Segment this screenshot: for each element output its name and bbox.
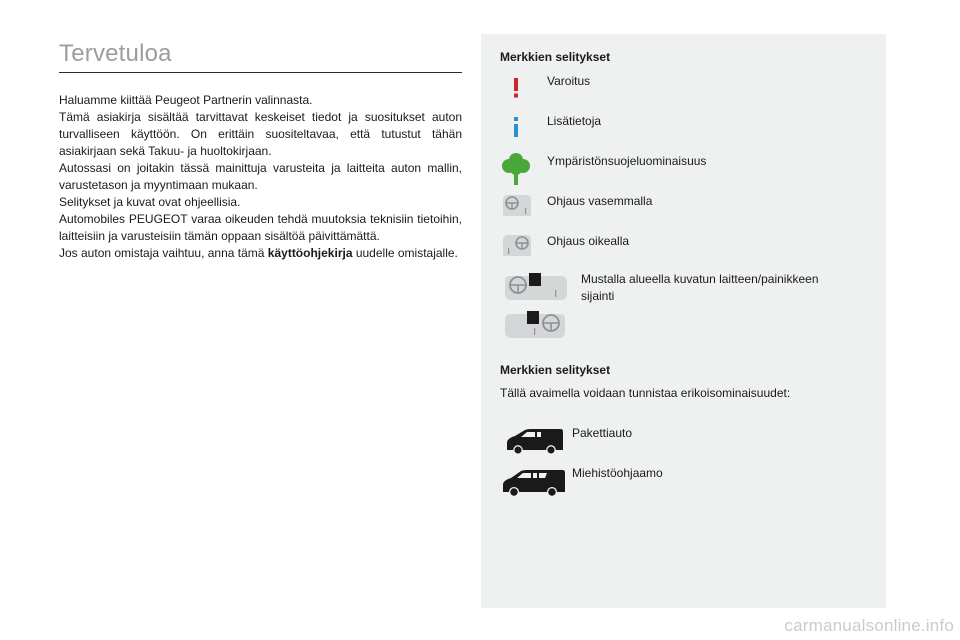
- legend-rhd-label: Ohjaus oikealla: [547, 234, 630, 248]
- van-icon: [505, 426, 565, 456]
- page-title: Tervetuloa: [59, 40, 172, 67]
- legend2-heading: Merkkien selitykset: [500, 363, 611, 377]
- legend-crew-label: Miehistöohjaamo: [572, 466, 663, 480]
- crew-cab-icon: [501, 466, 567, 498]
- legend-location-label: Mustalla alueella kuvatun laitteen/painikkeen sijainti: [581, 272, 819, 303]
- legend-info-label: Lisätietoja: [547, 114, 602, 128]
- paragraph: [59, 245, 462, 262]
- tree-icon: [502, 152, 530, 186]
- dashboard-location-icon: [501, 272, 569, 302]
- paragraph-part: uudelle omistajalle.: [352, 246, 458, 260]
- legend-lhd-label: Ohjaus vasemmalla: [547, 194, 653, 208]
- legend2-intro: Tällä avaimella voidaan tunnistaa erikoisominaisuudet:: [500, 386, 791, 400]
- title-divider: [59, 72, 462, 73]
- paragraph: Autossasi on joitakin tässä mainittuja varusteita ja laitteita auton mallin, varustetason ja myyntimaan mukaan.: [59, 161, 462, 192]
- exclamation-icon: [511, 78, 521, 98]
- legend-warning-label: Varoitus: [547, 74, 591, 88]
- paragraph-part: Jos auton omistaja vaihtuu, anna tämä: [59, 246, 268, 260]
- info-icon: [511, 117, 521, 137]
- legend-van-label: Pakettiauto: [572, 426, 633, 440]
- paragraph: Tämä asiakirja sisältää tarvittavat keskeiset tiedot ja suositukset auton turvalliseen käyttöön. On erittäin suositeltavaa, että tutustut tähän asiakirjaan sekä Takuu- ja huoltokirjaan.: [59, 110, 462, 158]
- dashboard-location-icon: [501, 310, 569, 340]
- legend-heading: Merkkien selitykset: [500, 50, 611, 64]
- manual-name: käyttöohjekirja: [267, 246, 353, 260]
- steering-right-icon: [501, 232, 533, 258]
- paragraph: Haluamme kiittää Peugeot Partnerin valinnasta.: [59, 93, 313, 107]
- paragraph: Automobiles PEUGEOT varaa oikeuden tehdä muutoksia teknisiin tietoihin, laitteisiin ja varusteisiin tämän oppaan sisältöä päivittämättä.: [59, 212, 462, 243]
- legend-panel: [481, 34, 886, 608]
- steering-left-icon: [501, 192, 533, 218]
- intro-text: [59, 92, 462, 262]
- paragraph: Selitykset ja kuvat ovat ohjeellisia.: [59, 195, 241, 209]
- watermark: carmanualsonline.info: [784, 616, 954, 635]
- legend-environment-label: Ympäristönsuojeluominaisuus: [547, 154, 707, 168]
